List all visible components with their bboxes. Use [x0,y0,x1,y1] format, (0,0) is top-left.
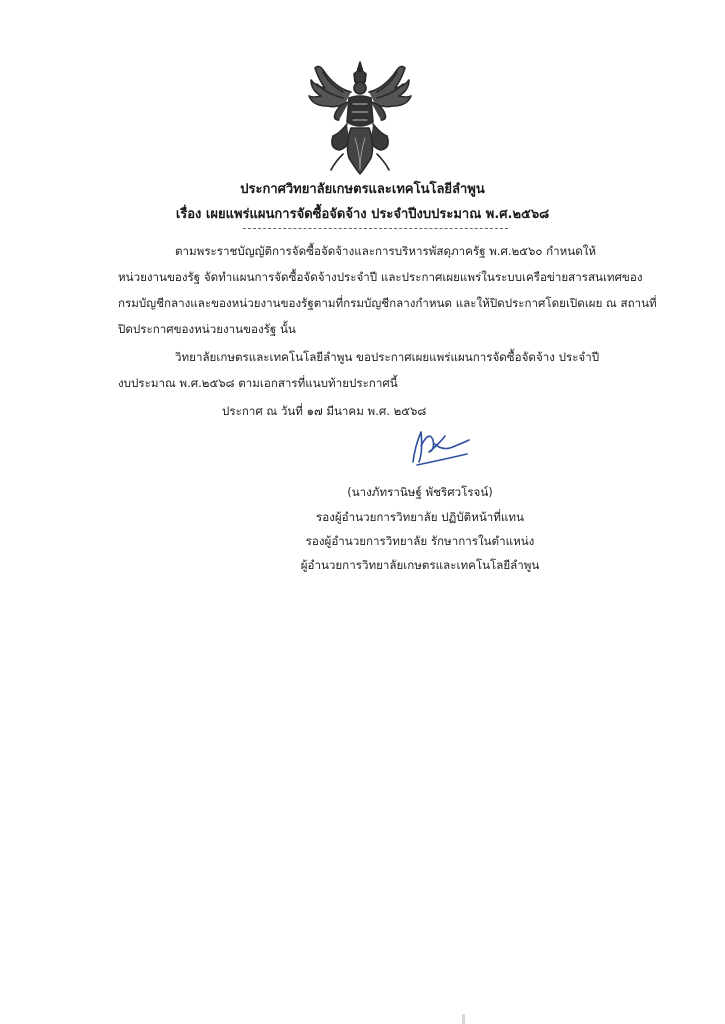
garuda-emblem-icon [305,58,415,178]
signer-name: (นางภัทรานิษฐ์ พัชริศวโรจน์) [347,485,493,499]
scan-speck [462,1014,465,1024]
paragraph2-line: งบประมาณ พ.ศ.๒๕๖๘ ตามเอกสารที่แนบท้ายประกาศนี้ [118,376,398,390]
separator-dashed-line [243,228,508,229]
signer-position: รองผู้อำนวยการวิทยาลัย ปฏิบัติหน้าที่แทน [316,510,524,524]
announcement-subject: เรื่อง เผยแพร่แผนการจัดซื้อจัดจ้าง ประจำปีงบประมาณ พ.ศ.๒๕๖๘ [175,207,550,222]
paragraph2-line: วิทยาลัยเกษตรและเทคโนโลยีลำพูน ขอประกาศเผยแพร่แผนการจัดซื้อจัดจ้าง ประจำปี [175,350,600,364]
signer-position: ผู้อำนวยการวิทยาลัยเกษตรและเทคโนโลยีลำพูน [300,558,540,572]
paragraph1-line: หน่วยงานของรัฐ จัดทำแผนการจัดซื้อจัดจ้างประจำปี และประกาศเผยแพร่ในระบบเครือข่ายสารสนเทศของ [118,270,643,284]
signer-position: รองผู้อำนวยการวิทยาลัย รักษาการในตำแหน่ง [305,534,535,548]
paragraph1-line: ปิดประกาศของหน่วยงานของรัฐ นั้น [118,322,296,336]
paragraph1-line: กรมบัญชีกลางและของหน่วยงานของรัฐตามที่กรมบัญชีกลางกำหนด และให้ปิดประกาศโดยเปิดเผย ณ สถานที่ [118,296,657,310]
announcement-title: ประกาศวิทยาลัยเกษตรและเทคโนโลยีลำพูน [240,182,485,197]
paragraph1-line: ตามพระราชบัญญัติการจัดซื้อจัดจ้างและการบริหารพัสดุภาครัฐ พ.ศ.๒๕๖๐ กำหนดให้ [175,244,597,258]
handwritten-signature-icon [405,422,475,467]
announcement-date: ประกาศ ณ วันที่ ๑๗ มีนาคม พ.ศ. ๒๕๖๘ [222,404,427,418]
